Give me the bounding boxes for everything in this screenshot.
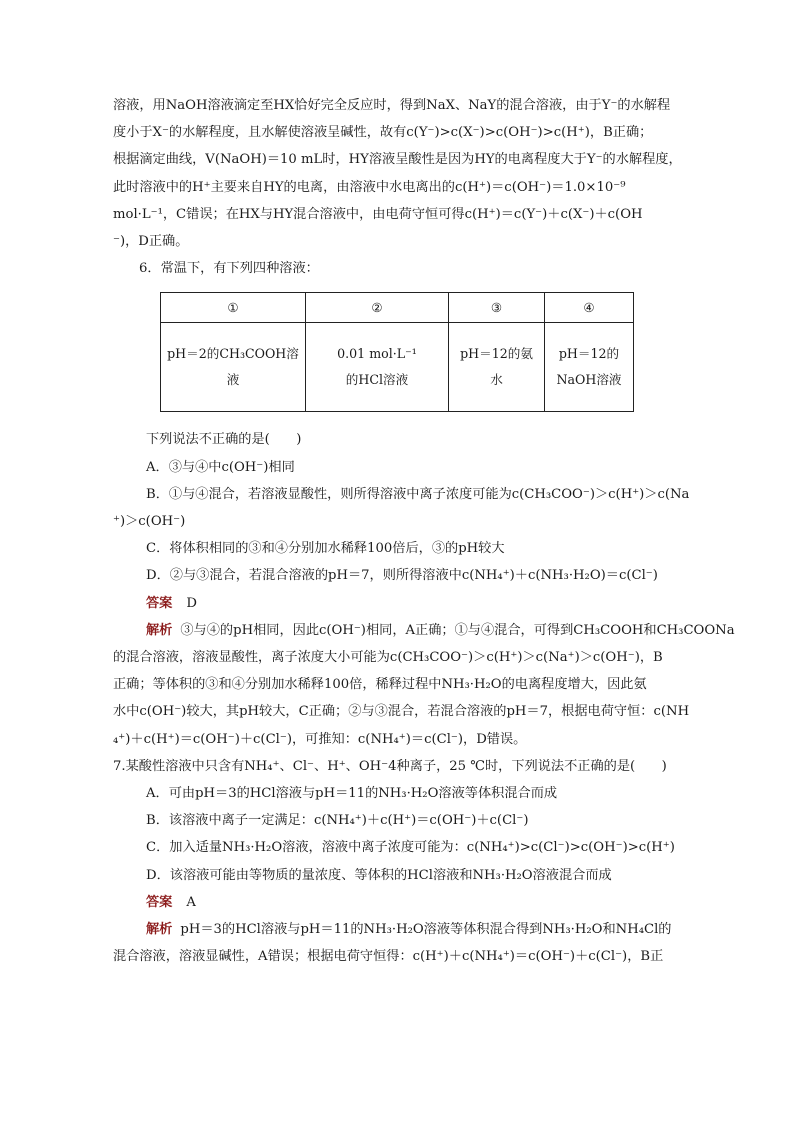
table-cell — [545, 323, 634, 412]
table-cell — [161, 323, 306, 412]
question-6 — [113, 255, 685, 282]
option-a: A．可由pH＝3的HCl溶液与pH＝11的NH₃·H₂O溶液等体积混合而成 — [146, 786, 558, 802]
answer-label: 答案 — [146, 595, 173, 611]
table-row — [161, 323, 634, 412]
question-6-prompt: 下列说法不正确的是( ) — [146, 432, 302, 448]
analysis-line: 水中c(OH⁻)较大，其pH较大，C正确；②与③混合，若混合溶液的pH＝7，根据电荷守恒：c(NH — [113, 704, 690, 720]
analysis-line: 混合溶液，溶液显碱性，A错误；根据电荷守恒得：c(H⁺)＋c(NH₄⁺)＝c(OH⁻)＋c(Cl⁻)，B正 — [113, 949, 664, 965]
table-cell — [449, 323, 545, 412]
cell-text: pH＝12的氨 — [460, 346, 533, 362]
option-b: B．①与④混合，若溶液显酸性，则所得溶液中离子浓度可能为c(CH₃COO⁻)＞c(H⁺)＞c(Na — [146, 486, 690, 502]
analysis-label: 解析 — [146, 622, 173, 638]
cell-text: 水 — [490, 372, 503, 388]
cell-text: pH＝12的 — [558, 346, 620, 362]
top-paragraph — [113, 92, 685, 255]
answer-row — [113, 889, 685, 916]
table-header-cell: ④ — [545, 293, 634, 323]
text-line: 度小于X⁻的水解程度，且水解使溶液呈碱性，故有c(Y⁻)>c(X⁻)>c(OH⁻)>c(H⁺)，B正确； — [113, 125, 653, 141]
analysis-block — [113, 617, 735, 753]
answer-row — [113, 590, 685, 617]
table-cell — [306, 323, 449, 412]
page-content — [113, 92, 735, 970]
question-6-stem: 6．常温下，有下列四种溶液： — [139, 261, 319, 277]
table-header-cell: ① — [161, 293, 306, 323]
cell-text: 0.01 mol·L⁻¹ — [337, 346, 417, 362]
answer-value: A — [186, 894, 196, 910]
cell-text: pH＝2的CH₃COOH溶液 — [167, 346, 299, 388]
analysis-text: pH＝3的HCl溶液与pH＝11的NH₃·H₂O溶液等体积混合得到NH₃·H₂O和NH₄Cl的 — [180, 922, 672, 938]
option-d: D．该溶液可能由等物质的量浓度、等体积的HCl溶液和NH₃·H₂O溶液混合而成 — [146, 867, 612, 883]
text-line: 根据滴定曲线，V(NaOH)＝10 mL时，HY溶液呈酸性是因为HY的电离程度大于Y⁻的水解程度， — [113, 152, 682, 168]
answer-value: D — [186, 595, 197, 611]
question-7-stem: 7.某酸性溶液中只含有NH₄⁺、Cl⁻、H⁺、OH⁻4种离子，25 ℃时，下列说法不正确的是( ) — [113, 758, 667, 774]
option-c: C．将体积相同的③和④分别加水稀释100倍后，③的pH较大 — [146, 541, 505, 557]
analysis-line — [113, 617, 735, 644]
cell-text: NaOH溶液 — [556, 372, 622, 388]
cell-text: 的HCl溶液 — [345, 372, 409, 388]
text-line: ⁻)，D正确。 — [113, 234, 189, 250]
option-b: B．该溶液中离子一定满足：c(NH₄⁺)＋c(H⁺)＝c(OH⁻)＋c(Cl⁻) — [146, 813, 529, 829]
table-header-cell: ③ — [449, 293, 545, 323]
table-header-cell: ② — [306, 293, 449, 323]
option-d: D．②与③混合，若混合溶液的pH＝7，则所得溶液中c(NH₄⁺)＋c(NH₃·H₂O)＝c(Cl⁻) — [146, 568, 658, 584]
option-a: A．③与④中c(OH⁻)相同 — [146, 459, 295, 475]
option-b-continued: ⁺)＞c(OH⁻) — [113, 514, 186, 530]
analysis-label: 解析 — [146, 922, 173, 938]
text-line: mol·L⁻¹，C错误；在HX与HY混合溶液中，由电荷守恒可得c(H⁺)＝c(Y⁻)＋c(X⁻)＋c(OH — [113, 206, 643, 222]
table-header-row — [161, 293, 634, 323]
option-c: C．加入适量NH₃·H₂O溶液，溶液中离子浓度可能为：c(NH₄⁺)>c(Cl⁻)>c(OH⁻)>c(H⁺) — [146, 840, 675, 856]
answer-label: 答案 — [146, 894, 173, 910]
text-line: 溶液，用NaOH溶液滴定至HX恰好完全反应时，得到NaX、NaY的混合溶液，由于Y⁻的水解程 — [113, 98, 671, 113]
analysis-line: 正确；等体积的③和④分别加水稀释100倍，稀释过程中NH₃·H₂O的电离程度增大，因此氨 — [113, 677, 647, 693]
solutions-table — [160, 292, 634, 412]
analysis-line: 的混合溶液，溶液显酸性，离子浓度大小可能为c(CH₃COO⁻)＞c(H⁺)＞c(Na⁺)＞c(OH⁻)，B — [113, 650, 663, 666]
text-line: 此时溶液中的H⁺主要来自HY的电离，由溶液中水电离出的c(H⁺)＝c(OH⁻)＝1.0×10⁻⁹ — [113, 179, 626, 195]
analysis-line — [113, 916, 685, 943]
analysis-block — [113, 916, 685, 970]
analysis-line: ₄⁺)＋c(H⁺)＝c(OH⁻)＋c(Cl⁻)，可推知：c(NH₄⁺)＝c(Cl⁻)，D错误。 — [113, 731, 527, 747]
analysis-text: ③与④的pH相同，因此c(OH⁻)相同，A正确；①与④混合，可得到CH₃COOH和CH₃COONa — [180, 622, 735, 638]
